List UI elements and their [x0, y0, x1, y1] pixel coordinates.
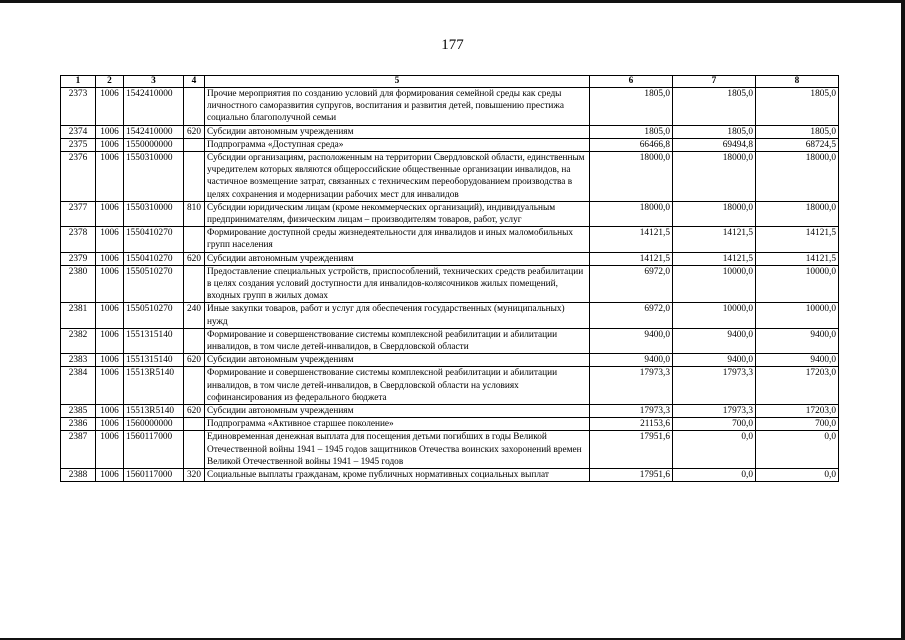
section-code-cell: 1006 [96, 265, 124, 303]
item-name-cell: Субсидии автономным учреждениям [205, 125, 590, 138]
amount-col7-cell: 17973,3 [673, 367, 756, 405]
target-code-cell: 1542410000 [124, 125, 184, 138]
amount-col6-cell: 17973,3 [590, 405, 673, 418]
target-code-cell: 1550310000 [124, 152, 184, 202]
target-code-cell: 1560000000 [124, 418, 184, 431]
row-number-cell: 2385 [61, 405, 96, 418]
scan-border-top [0, 0, 905, 3]
target-code-cell: 1551315140 [124, 354, 184, 367]
target-code-cell: 1550410270 [124, 227, 184, 252]
item-name-cell: Предоставление специальных устройств, приспособлений, технических средств реабилитации в целях создания условий доступности для инвалидов-колясочников жилых помещений, входных групп в жилых домах [205, 265, 590, 303]
amount-col6-cell: 6972,0 [590, 303, 673, 328]
amount-col6-cell: 66466,8 [590, 138, 673, 151]
amount-col7-cell: 1805,0 [673, 88, 756, 126]
target-code-cell: 1560117000 [124, 431, 184, 469]
row-number-cell: 2373 [61, 88, 96, 126]
item-name-cell: Субсидии автономным учреждениям [205, 354, 590, 367]
section-code-cell: 1006 [96, 125, 124, 138]
header-cell-4: 4 [184, 76, 205, 88]
expense-type-cell: 320 [184, 469, 205, 482]
row-number-cell: 2380 [61, 265, 96, 303]
item-name-cell: Подпрограмма «Доступная среда» [205, 138, 590, 151]
row-number-cell: 2382 [61, 328, 96, 353]
item-name-cell: Формирование и совершенствование системы комплексной реабилитации и абилитации инвалидов, в том числе детей-инвалидов, в Свердловской области [205, 328, 590, 353]
amount-col6-cell: 18000,0 [590, 152, 673, 202]
section-code-cell: 1006 [96, 227, 124, 252]
amount-col8-cell: 9400,0 [756, 354, 839, 367]
page-number: 177 [441, 37, 464, 53]
expense-type-cell [184, 418, 205, 431]
target-code-cell: 1550310000 [124, 201, 184, 226]
amount-col8-cell: 1805,0 [756, 125, 839, 138]
amount-col7-cell: 9400,0 [673, 354, 756, 367]
amount-col6-cell: 6972,0 [590, 265, 673, 303]
amount-col8-cell: 18000,0 [756, 201, 839, 226]
amount-col8-cell: 68724,5 [756, 138, 839, 151]
table-row [61, 405, 839, 418]
item-name-cell: Субсидии автономным учреждениям [205, 252, 590, 265]
table-row [61, 431, 839, 469]
item-name-cell: Формирование и совершенствование системы комплексной реабилитации и абилитации инвалидов, в том числе детей-инвалидов, в Свердловской области на условиях софинансирования из федерального бюджета [205, 367, 590, 405]
expense-type-cell: 240 [184, 303, 205, 328]
expense-type-cell [184, 265, 205, 303]
section-code-cell: 1006 [96, 405, 124, 418]
table-row [61, 265, 839, 303]
amount-col8-cell: 1805,0 [756, 88, 839, 126]
amount-col7-cell: 700,0 [673, 418, 756, 431]
amount-col7-cell: 14121,5 [673, 252, 756, 265]
header-cell-1: 1 [61, 76, 96, 88]
section-code-cell: 1006 [96, 469, 124, 482]
amount-col6-cell: 17973,3 [590, 367, 673, 405]
row-number-cell: 2375 [61, 138, 96, 151]
table-row [61, 88, 839, 126]
table-row [61, 303, 839, 328]
target-code-cell: 1560117000 [124, 469, 184, 482]
header-cell-5: 5 [205, 76, 590, 88]
section-code-cell: 1006 [96, 152, 124, 202]
amount-col6-cell: 21153,6 [590, 418, 673, 431]
amount-col7-cell: 10000,0 [673, 265, 756, 303]
amount-col7-cell: 10000,0 [673, 303, 756, 328]
expense-type-cell [184, 328, 205, 353]
expense-type-cell [184, 367, 205, 405]
section-code-cell: 1006 [96, 367, 124, 405]
header-cell-6: 6 [590, 76, 673, 88]
row-number-cell: 2376 [61, 152, 96, 202]
target-code-cell: 1550410270 [124, 252, 184, 265]
amount-col7-cell: 0,0 [673, 431, 756, 469]
amount-col7-cell: 69494,8 [673, 138, 756, 151]
header-cell-3: 3 [124, 76, 184, 88]
amount-col8-cell: 0,0 [756, 469, 839, 482]
row-number-cell: 2381 [61, 303, 96, 328]
row-number-cell: 2379 [61, 252, 96, 265]
expense-type-cell [184, 138, 205, 151]
section-code-cell: 1006 [96, 354, 124, 367]
table-row [61, 201, 839, 226]
item-name-cell: Субсидии юридическим лицам (кроме некоммерческих организаций), индивидуальным предпринимателям, физическим лицам – производителям товаров, работ, услуг [205, 201, 590, 226]
row-number-cell: 2387 [61, 431, 96, 469]
expense-type-cell: 620 [184, 252, 205, 265]
section-code-cell: 1006 [96, 303, 124, 328]
amount-col7-cell: 9400,0 [673, 328, 756, 353]
amount-col6-cell: 9400,0 [590, 354, 673, 367]
section-code-cell: 1006 [96, 328, 124, 353]
header-cell-8: 8 [756, 76, 839, 88]
amount-col6-cell: 1805,0 [590, 88, 673, 126]
row-number-cell: 2374 [61, 125, 96, 138]
expense-type-cell: 620 [184, 125, 205, 138]
amount-col8-cell: 14121,5 [756, 252, 839, 265]
expense-type-cell [184, 431, 205, 469]
target-code-cell: 1550000000 [124, 138, 184, 151]
target-code-cell: 15513R5140 [124, 367, 184, 405]
row-number-cell: 2377 [61, 201, 96, 226]
amount-col7-cell: 1805,0 [673, 125, 756, 138]
target-code-cell: 1550510270 [124, 265, 184, 303]
table-body [61, 88, 839, 482]
amount-col6-cell: 9400,0 [590, 328, 673, 353]
amount-col6-cell: 14121,5 [590, 227, 673, 252]
section-code-cell: 1006 [96, 418, 124, 431]
amount-col8-cell: 14121,5 [756, 227, 839, 252]
target-code-cell: 15513R5140 [124, 405, 184, 418]
amount-col6-cell: 14121,5 [590, 252, 673, 265]
table-row [61, 418, 839, 431]
row-number-cell: 2383 [61, 354, 96, 367]
header-cell-7: 7 [673, 76, 756, 88]
table-row [61, 252, 839, 265]
expense-type-cell [184, 88, 205, 126]
table-row [61, 469, 839, 482]
amount-col6-cell: 17951,6 [590, 431, 673, 469]
table-row [61, 367, 839, 405]
table-row [61, 328, 839, 353]
row-number-cell: 2388 [61, 469, 96, 482]
section-code-cell: 1006 [96, 201, 124, 226]
item-name-cell: Иные закупки товаров, работ и услуг для обеспечения государственных (муниципальных) нужд [205, 303, 590, 328]
amount-col6-cell: 18000,0 [590, 201, 673, 226]
amount-col8-cell: 9400,0 [756, 328, 839, 353]
amount-col8-cell: 10000,0 [756, 265, 839, 303]
row-number-cell: 2384 [61, 367, 96, 405]
item-name-cell: Субсидии организациям, расположенным на территории Свердловской области, единственным учредителем которых являются общероссийские общественные организации инвалидов, на частичное возмещение затрат, связанных с техническим переоборудованием производства в целях сохранения и модернизации рабочих мест для инвалидов [205, 152, 590, 202]
item-name-cell: Формирование доступной среды жизнедеятельности для инвалидов и иных маломобильных групп населения [205, 227, 590, 252]
item-name-cell: Подпрограмма «Активное старшее поколение» [205, 418, 590, 431]
target-code-cell: 1551315140 [124, 328, 184, 353]
item-name-cell: Единовременная денежная выплата для посещения детьми погибших в годы Великой Отечественной войны 1941 – 1945 годов защитников Отечества воинских захоронений времен Великой Отечественной войны 1941 – 1945 годов [205, 431, 590, 469]
row-number-cell: 2378 [61, 227, 96, 252]
expense-type-cell: 620 [184, 354, 205, 367]
table-row [61, 125, 839, 138]
amount-col7-cell: 18000,0 [673, 201, 756, 226]
expense-type-cell [184, 152, 205, 202]
row-number-cell: 2386 [61, 418, 96, 431]
table-row [61, 152, 839, 202]
expense-type-cell: 810 [184, 201, 205, 226]
amount-col7-cell: 18000,0 [673, 152, 756, 202]
amount-col7-cell: 0,0 [673, 469, 756, 482]
budget-table [60, 75, 839, 482]
amount-col8-cell: 17203,0 [756, 405, 839, 418]
amount-col8-cell: 17203,0 [756, 367, 839, 405]
header-cell-2: 2 [96, 76, 124, 88]
target-code-cell: 1550510270 [124, 303, 184, 328]
amount-col6-cell: 1805,0 [590, 125, 673, 138]
amount-col8-cell: 700,0 [756, 418, 839, 431]
amount-col7-cell: 17973,3 [673, 405, 756, 418]
amount-col6-cell: 17951,6 [590, 469, 673, 482]
scan-border-right [901, 0, 905, 640]
expense-type-cell [184, 227, 205, 252]
table-row [61, 138, 839, 151]
item-name-cell: Субсидии автономным учреждениям [205, 405, 590, 418]
item-name-cell: Социальные выплаты гражданам, кроме публичных нормативных социальных выплат [205, 469, 590, 482]
amount-col7-cell: 14121,5 [673, 227, 756, 252]
table-row [61, 227, 839, 252]
expense-type-cell: 620 [184, 405, 205, 418]
amount-col8-cell: 0,0 [756, 431, 839, 469]
target-code-cell: 1542410000 [124, 88, 184, 126]
section-code-cell: 1006 [96, 252, 124, 265]
table-row [61, 354, 839, 367]
section-code-cell: 1006 [96, 88, 124, 126]
header-row [61, 76, 839, 88]
section-code-cell: 1006 [96, 138, 124, 151]
section-code-cell: 1006 [96, 431, 124, 469]
amount-col8-cell: 10000,0 [756, 303, 839, 328]
item-name-cell: Прочие мероприятия по созданию условий для формирования семейной среды как среды личностного саморазвития супругов, воспитания и развития детей, повышению престижа социально благополучной семьи [205, 88, 590, 126]
amount-col8-cell: 18000,0 [756, 152, 839, 202]
